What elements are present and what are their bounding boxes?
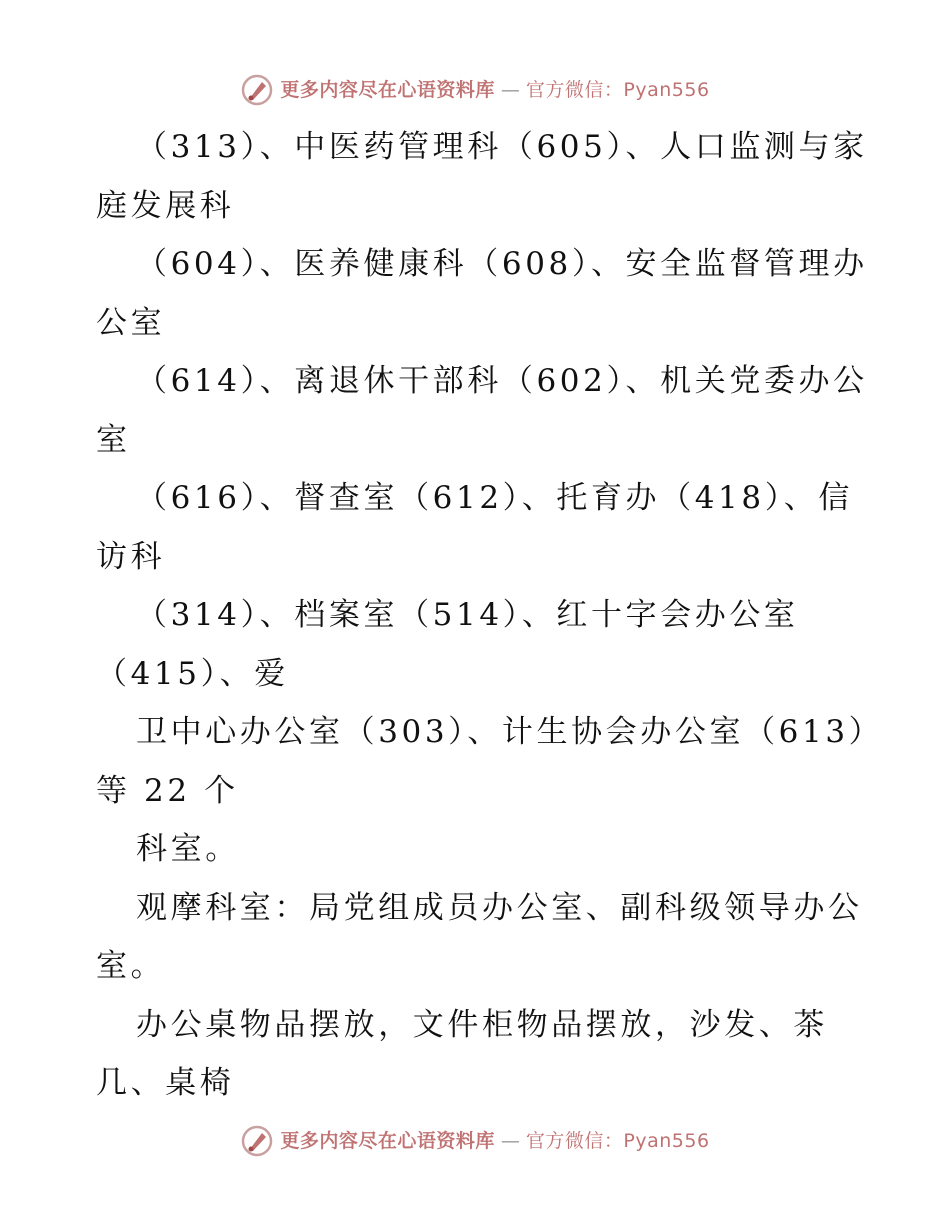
fountain-pen-logo-icon [240, 1124, 274, 1158]
text-line: 观摩科室：局党组成员办公室、副科级领导办公 [136, 889, 863, 926]
text-line: （313）、中医药管理科（605）、人口监测与家 [136, 129, 868, 165]
watermark-separator: — [500, 1129, 520, 1152]
text-line: 访科 [96, 538, 166, 575]
watermark-separator: — [500, 78, 520, 101]
text-line: 几、桌椅 [96, 1065, 235, 1101]
document-body [96, 118, 884, 1113]
watermark-account: 官方微信：Pyan556 [525, 78, 710, 101]
watermark-text: 更多内容尽在心语资料库 [280, 1129, 495, 1152]
text-line: 科室。 [136, 831, 240, 867]
text-line: 室 [96, 421, 131, 458]
text-line: 庭发展科 [96, 187, 235, 224]
text-line: 室。 [96, 948, 166, 984]
text-line: 公室 [96, 304, 166, 341]
text-line: 等 22 个 [96, 772, 239, 809]
text-line: （616）、督查室（612）、托育办（418）、信 [136, 480, 854, 516]
footer-watermark [0, 1121, 950, 1161]
text-line: 卫中心办公室（303）、计生协会办公室（613） [136, 714, 884, 750]
text-line: （614）、离退休干部科（602）、机关党委办公 [136, 363, 868, 399]
text-line: （604）、医养健康科（608）、安全监督管理办 [136, 246, 868, 282]
header-watermark [0, 70, 950, 110]
text-line: 办公桌物品摆放，文件柜物品摆放，沙发、茶 [136, 1006, 828, 1043]
text-line: （314）、档案室（514）、红十字会办公室 [136, 597, 799, 633]
fountain-pen-logo-icon [240, 73, 274, 107]
watermark-account: 官方微信：Pyan556 [525, 1129, 710, 1152]
text-line: （415）、爱 [96, 655, 289, 692]
watermark-text: 更多内容尽在心语资料库 [280, 78, 495, 101]
